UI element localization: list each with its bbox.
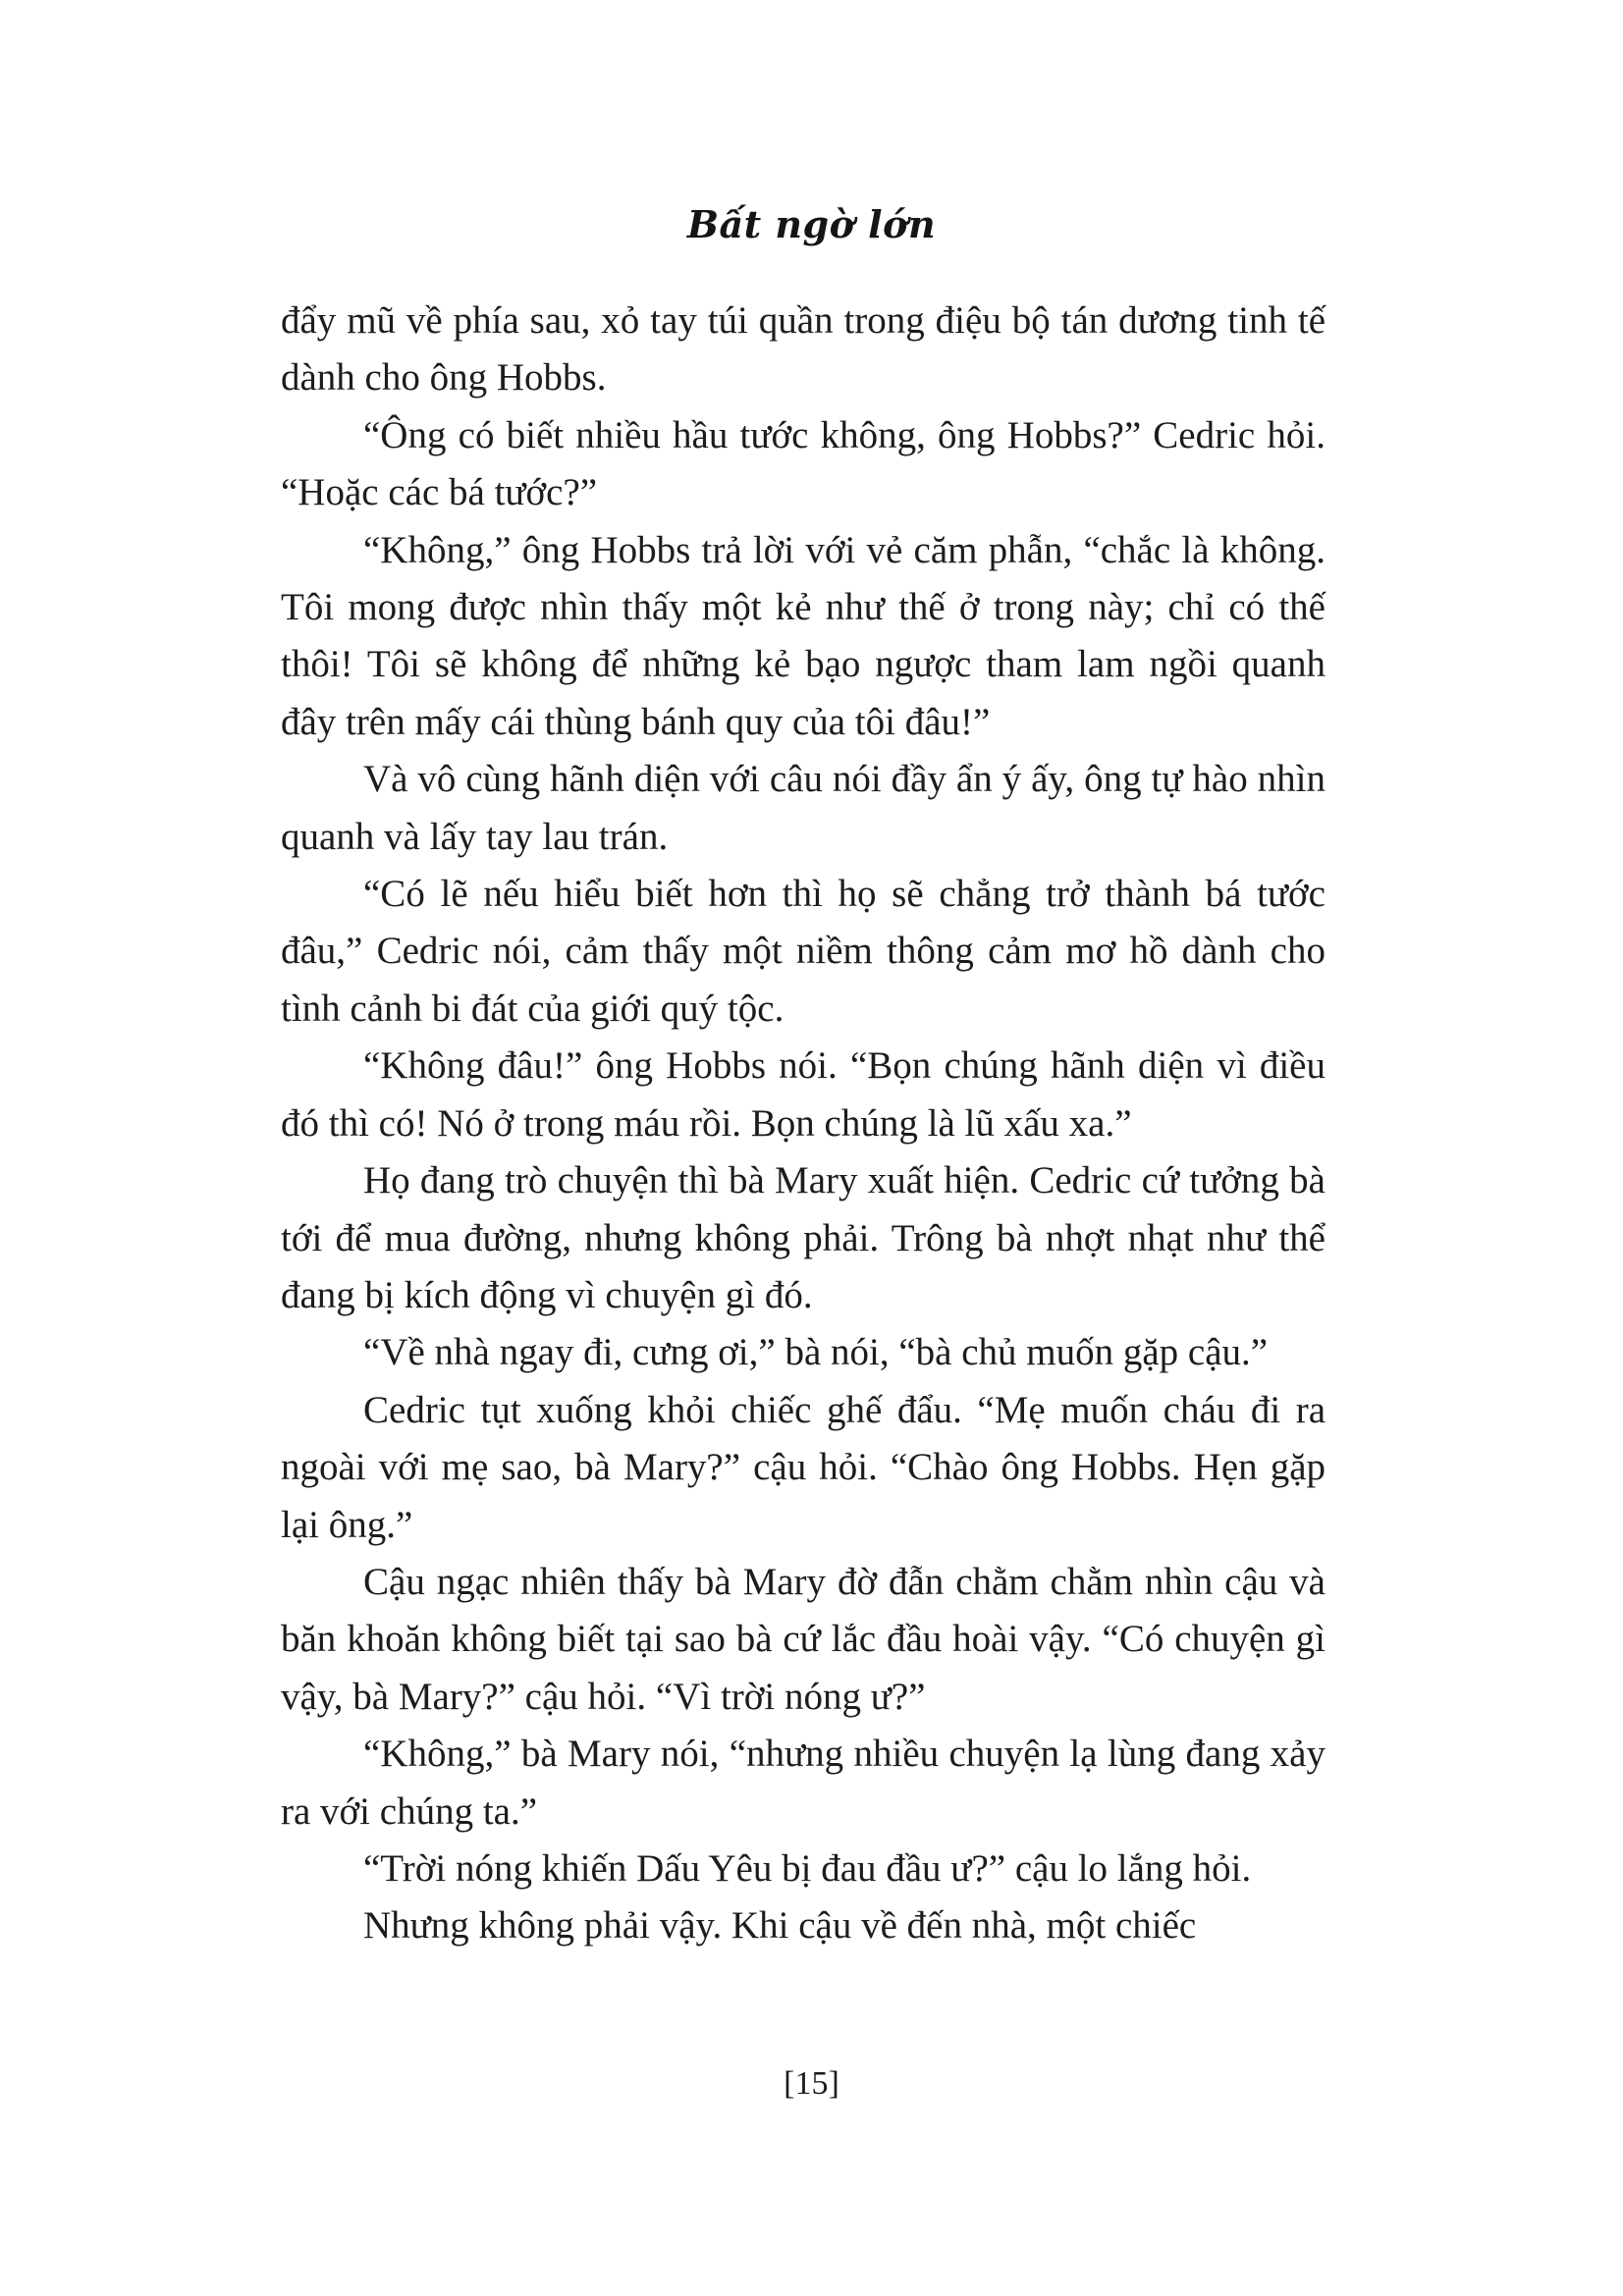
paragraph: “Không,” bà Mary nói, “nhưng nhiều chuyện lạ lùng đang xảy ra với chúng ta.” [281,1733,1325,1833]
paragraph: Cedric tụt xuống khỏi chiếc ghế đẩu. “Mẹ muốn cháu đi ra ngoài với mẹ sao, bà Mary?” cậu hỏi. “Chào ông Hobbs. Hẹn gặp lại ông.” [281,1388,1325,1546]
running-header-title: Bất ngờ lớn [686,202,937,246]
page-number: [15] [784,2065,839,2102]
body-text [281,293,1325,1955]
paragraph: Nhưng không phải vậy. Khi cậu về đến nhà, một chiếc [363,1904,1197,1948]
paragraph: “Ông có biết nhiều hầu tước không, ông Hobbs?” Cedric hỏi. “Hoặc các bá tước?” [281,413,1325,514]
paragraph: “Trời nóng khiến Dấu Yêu bị đau đầu ư?” cậu lo lắng hỏi. [363,1846,1252,1890]
paragraph: Họ đang trò chuyện thì bà Mary xuất hiện. Cedric cứ tưởng bà tới để mua đường, nhưng không phải. Trông bà nhợt nhạt như thể đang bị kích động vì chuyện gì đó. [281,1159,1325,1316]
paragraph: “Về nhà ngay đi, cưng ơi,” bà nói, “bà chủ muốn gặp cậu.” [363,1331,1269,1374]
paragraph: Và vô cùng hãnh diện với câu nói đầy ẩn ý ấy, ông tự hào nhìn quanh và lấy tay lau trán. [281,758,1325,858]
paragraph: “Không đâu!” ông Hobbs nói. “Bọn chúng hãnh diện vì điều đó thì có! Nó ở trong máu rồi. Bọn chúng là lũ xấu xa.” [281,1044,1325,1145]
paragraph: đẩy mũ về phía sau, xỏ tay túi quần trong điệu bộ tán dương tinh tế dành cho ông Hobbs. [281,299,1325,400]
paragraph: “Có lẽ nếu hiểu biết hơn thì họ sẽ chẳng trở thành bá tước đâu,” Cedric nói, cảm thấy một niềm thông cảm mơ hồ dành cho tình cảnh bi đát của giới quý tộc. [281,873,1325,1030]
paragraph: Cậu ngạc nhiên thấy bà Mary đờ đẫn chằm chằm nhìn cậu và băn khoăn không biết tại sao bà cứ lắc đầu hoài vậy. “Có chuyện gì vậy, bà Mary?” cậu hỏi. “Vì trời nóng ư?” [281,1560,1325,1718]
paragraph: “Không,” ông Hobbs trả lời với vẻ căm phẫn, “chắc là không. Tôi mong được nhìn thấy một kẻ như thế ở trong này; chỉ có thế thôi! Tôi sẽ không để những kẻ bạo ngược tham lam ngồi quanh đây trên mấy cái thùng bánh quy của tôi đâu!” [281,528,1325,743]
